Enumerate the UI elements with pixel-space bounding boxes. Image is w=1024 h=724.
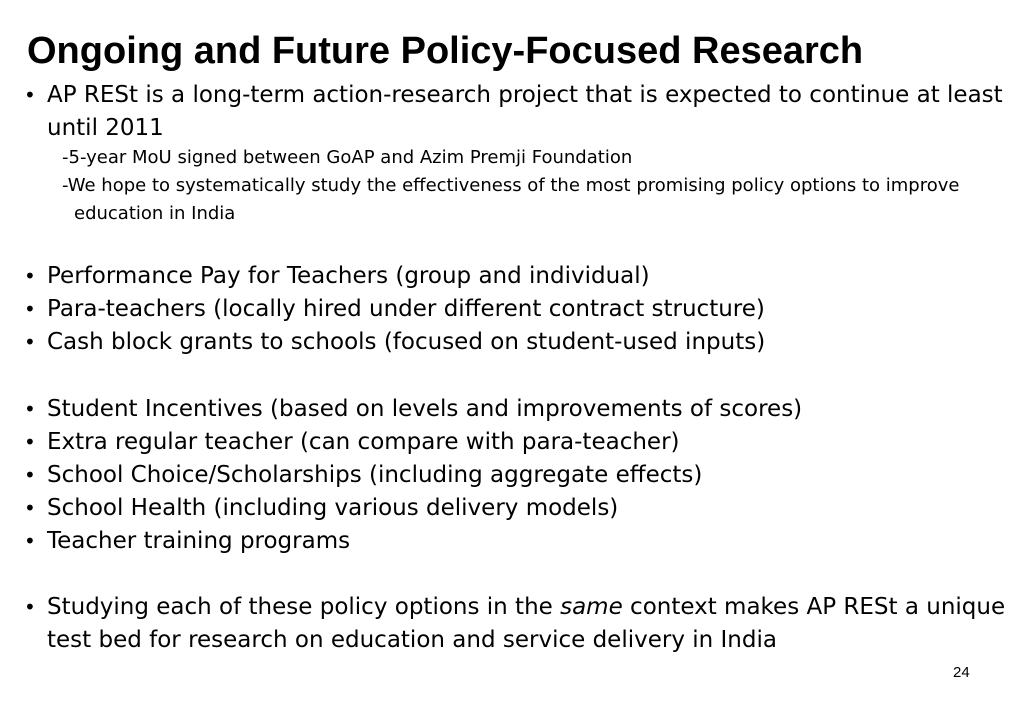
bullet-student-incentives <box>24 393 1009 426</box>
bullet-teacher-training <box>24 525 1009 558</box>
bullet-dot: • <box>24 330 36 354</box>
bullet-dot: • <box>24 297 36 321</box>
bullet-para-teachers <box>24 293 1009 326</box>
page-number: 24 <box>953 664 970 681</box>
closing-text-before: Studying each of these policy options in the <box>47 594 561 620</box>
bullet-dot: • <box>24 595 36 619</box>
bullet-performance-pay <box>24 260 1009 293</box>
bullet-dot: • <box>24 496 36 520</box>
bullet-closing <box>24 591 1009 657</box>
subpoint-mou <box>62 144 1012 172</box>
closing-emphasis: same <box>560 594 623 620</box>
bullet-dot: • <box>24 264 36 288</box>
bullet-cash-grants <box>24 326 1009 359</box>
bullet-school-choice <box>24 459 1009 492</box>
bullet-text: AP RESt is a long-term action-research project that is expected to continue at least until 2011 <box>47 82 1003 141</box>
bullet-text: Teacher training programs <box>47 528 351 554</box>
bullet-text: Performance Pay for Teachers (group and individual) <box>47 263 650 289</box>
bullet-text: School Choice/Scholarships (including aggregate effects) <box>47 462 703 488</box>
bullet-dot: • <box>24 397 36 421</box>
subpoint-text: -We hope to systematically study the effectiveness of the most promising policy options to improve education in India <box>62 175 960 224</box>
subpoint-study <box>62 172 1012 228</box>
bullet-dot: • <box>24 463 36 487</box>
slide-title: Ongoing and Future Policy-Focused Research <box>27 30 864 72</box>
bullet-dot: • <box>24 83 36 107</box>
bullet-text <box>24 591 1009 657</box>
bullet-dot: • <box>24 529 36 553</box>
bullet-text: Cash block grants to schools (focused on student-used inputs) <box>47 329 766 355</box>
bullet-intro <box>24 79 1009 145</box>
bullet-school-health <box>24 492 1009 525</box>
bullet-text: Student Incentives (based on levels and improvements of scores) <box>47 396 803 422</box>
closing-text-after: context makes AP RESt a unique test bed for research on education and service delivery in India <box>47 594 1006 653</box>
bullet-extra-teacher <box>24 426 1009 459</box>
subpoint-text: -5-year MoU signed between GoAP and Azim Premji Foundation <box>62 147 633 168</box>
bullet-text: Extra regular teacher (can compare with para-teacher) <box>47 429 680 455</box>
bullet-text: Para-teachers (locally hired under different contract structure) <box>47 296 765 322</box>
bullet-text: School Health (including various delivery models) <box>47 495 619 521</box>
bullet-dot: • <box>24 430 36 454</box>
